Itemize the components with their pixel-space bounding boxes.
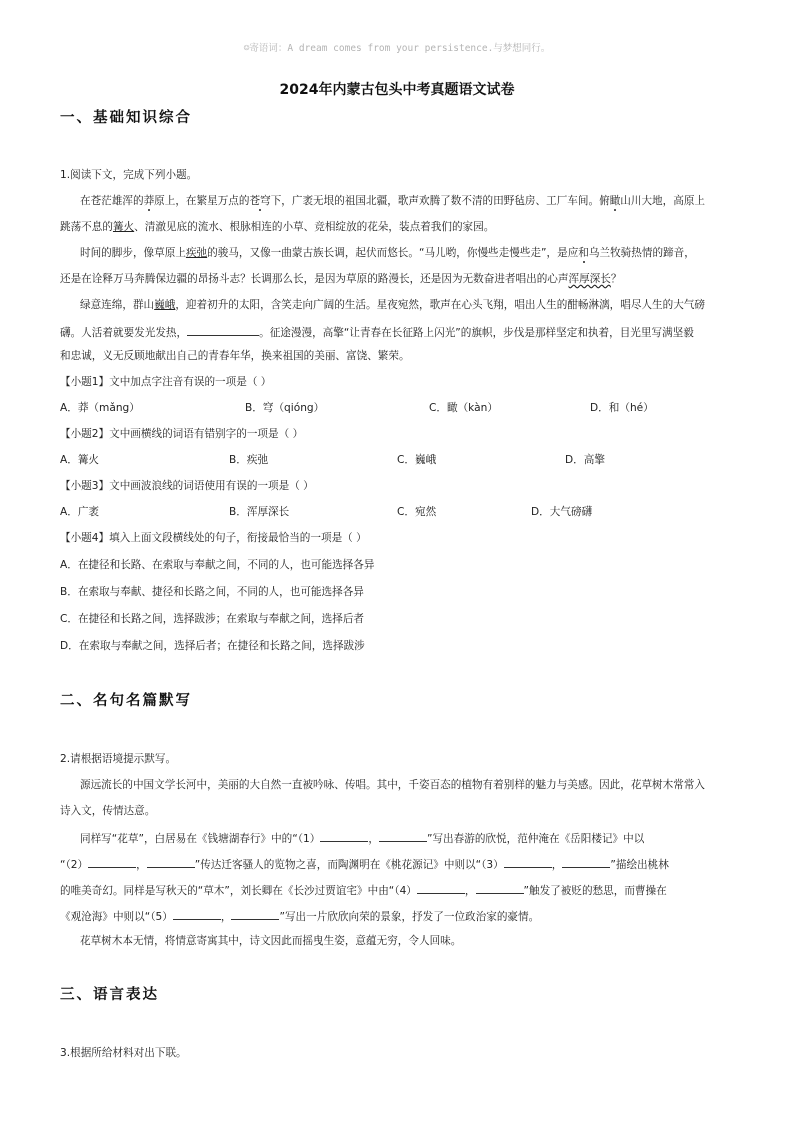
option-d[interactable]: D．高擎 — [565, 454, 605, 466]
dotted-char: 瞰 — [609, 195, 621, 207]
option-a[interactable]: A．广袤 — [60, 506, 100, 518]
fill-line-2: “（2） ， ”传达迁客骚人的览物之喜，而陶渊明在《桃花源记》中则以“（3） ， ”描绘出桃林 — [60, 856, 669, 872]
option-c[interactable]: C．在捷径和长路之间，选择跋涉；在索取与奉献之间，选择后者 — [60, 613, 365, 625]
passage-p3-line3: 和忠诚，义无反顾地献出自己的青春年华，换来祖国的美丽、富饶、繁荣。 — [60, 350, 410, 362]
question-3-intro: 3.根据所给材料对出下联。 — [60, 1047, 187, 1059]
dotted-char: 莽 — [143, 195, 155, 207]
passage-line: 花草树木本无情，将情意寄寓其中，诗文因此而摇曳生姿，意蕴无穷，令人回味。 — [80, 935, 462, 947]
page-title: 2024年内蒙古包头中考真题语文试卷 — [279, 82, 515, 98]
question-2-intro: 2.请根据语境提示默写。 — [60, 753, 177, 765]
passage-line: 源远流长的中国文学长河中，美丽的大自然一直被吟咏、传唱。其中，千姿百态的植物有着别样的魅力与美感。因此，花草树木常常入 — [80, 779, 706, 791]
answer-blank[interactable] — [187, 324, 259, 336]
section-heading-basics: 一、基础知识综合 — [60, 109, 192, 126]
option-c[interactable]: C．巍峨 — [397, 454, 437, 466]
answer-blank[interactable] — [173, 908, 221, 920]
passage-p3-line2: 礴。人活着就要发光发热， 。征途漫漫，高擎“让青春在长征路上闪光”的旗帜，步伐是那样坚定和执着，目光里写满坚毅 — [60, 324, 694, 340]
option-b[interactable]: B．疾弛 — [229, 454, 269, 466]
option-d[interactable]: D．大气磅礴 — [531, 506, 593, 518]
dotted-char: 和 — [578, 247, 589, 259]
passage-p2-line2: 还是在诠释万马奔腾保边疆的昂扬斗志？长调那么长，是因为草原的路漫长，还是因为无数奋进者唱出的心声浑厚深长？ — [60, 273, 622, 285]
passage-p1-line1: 在苍茫雄浑的莽原上，在繁星万点的苍穹下，广袤无垠的祖国北疆，歌声欢腾了数不清的田野毡房、工厂车间。俯瞰山川大地，高原上 — [80, 195, 706, 207]
answer-blank[interactable] — [231, 908, 279, 920]
answer-blank[interactable] — [147, 856, 195, 868]
passage-p3-line1: 绿意连绵，群山巍峨，迎着初升的太阳，含笑走向广阔的生活。星夜宛然，歌声在心头飞翔，唱出人生的酣畅淋漓，唱尽人生的大气磅 — [80, 299, 706, 311]
passage-line: 诗入文，传情达意。 — [60, 805, 156, 817]
answer-blank[interactable] — [562, 856, 610, 868]
option-d[interactable]: D．和（hé） — [590, 402, 654, 414]
fill-line-1: 同样写“花草”，白居易在《钱塘湖春行》中的“（1） ， ”写出春游的欣悦，范仲淹在《岳阳楼记》中以 — [80, 830, 644, 846]
subquestion-1-stem: 【小题1】文中加点字注音有误的一项是（ ） — [60, 376, 272, 388]
section-heading-expression: 三、语言表达 — [60, 986, 159, 1003]
fill-line-4: 《观沧海》中则以“（5） ， ”写出一片欣欣向荣的景象，抒发了一位政治家的豪情。 — [60, 908, 539, 924]
passage-p1-line2: 跳荡不息的篝火、清澈见底的流水、根脉相连的小草、竞相绽放的花朵，装点着我们的家园。 — [60, 221, 495, 233]
watermark: ☺寄语词：A dream comes from your persistence.与梦想同行。 — [243, 43, 551, 54]
option-a[interactable]: A．在捷径和长路、在索取与奉献之间，不同的人，也可能选择各异 — [60, 559, 375, 571]
dotted-char: 苍穹 — [249, 195, 271, 207]
subquestion-2-stem: 【小题2】文中画横线的词语有错别字的一项是（ ） — [60, 428, 304, 440]
subquestion-4-stem: 【小题4】填入上面文段横线处的句子，衔接最恰当的一项是（ ） — [60, 532, 367, 544]
option-b[interactable]: B．在索取与奉献、捷径和长路之间，不同的人，也可能选择各异 — [60, 586, 364, 598]
option-c[interactable]: C．瞰（kàn） — [429, 402, 498, 414]
answer-blank[interactable] — [88, 856, 136, 868]
option-a[interactable]: A．莽（mǎng） — [60, 402, 140, 414]
answer-blank[interactable] — [379, 830, 427, 842]
section-heading-recitation: 二、名句名篇默写 — [60, 692, 192, 709]
option-c[interactable]: C．宛然 — [397, 506, 437, 518]
answer-blank[interactable] — [476, 882, 524, 894]
underlined-word: 疾弛 — [185, 247, 208, 259]
answer-blank[interactable] — [320, 830, 368, 842]
underlined-word: 巍峨 — [154, 299, 176, 311]
option-b[interactable]: B．浑厚深长 — [229, 506, 290, 518]
option-a[interactable]: A．篝火 — [60, 454, 100, 466]
subquestion-3-stem: 【小题3】文中画波浪线的词语使用有误的一项是（ ） — [60, 480, 314, 492]
option-b[interactable]: B．穹（qióng） — [245, 402, 325, 414]
option-d[interactable]: D．在索取与奉献之间，选择后者；在捷径和长路之间，选择跋涉 — [60, 640, 365, 652]
fill-line-3: 的唯美奇幻。同样是写秋天的“草木”，刘长卿在《长沙过贾谊宅》中由“（4） ， ”触发了被贬的愁思，而曹操在 — [60, 882, 667, 898]
answer-blank[interactable] — [417, 882, 465, 894]
wavy-underlined-word: 浑厚深长 — [568, 273, 611, 285]
underlined-word: 篝火 — [112, 221, 135, 233]
answer-blank[interactable] — [504, 856, 552, 868]
passage-p2-line1: 时间的脚步，像草原上疾弛的骏马，又像一曲蒙古族长调，起伏而悠长。“马儿哟，你慢些走慢些走”，是应和乌兰牧骑热情的蹄音， — [80, 247, 695, 259]
question-1-intro: 1.阅读下文，完成下列小题。 — [60, 169, 198, 181]
